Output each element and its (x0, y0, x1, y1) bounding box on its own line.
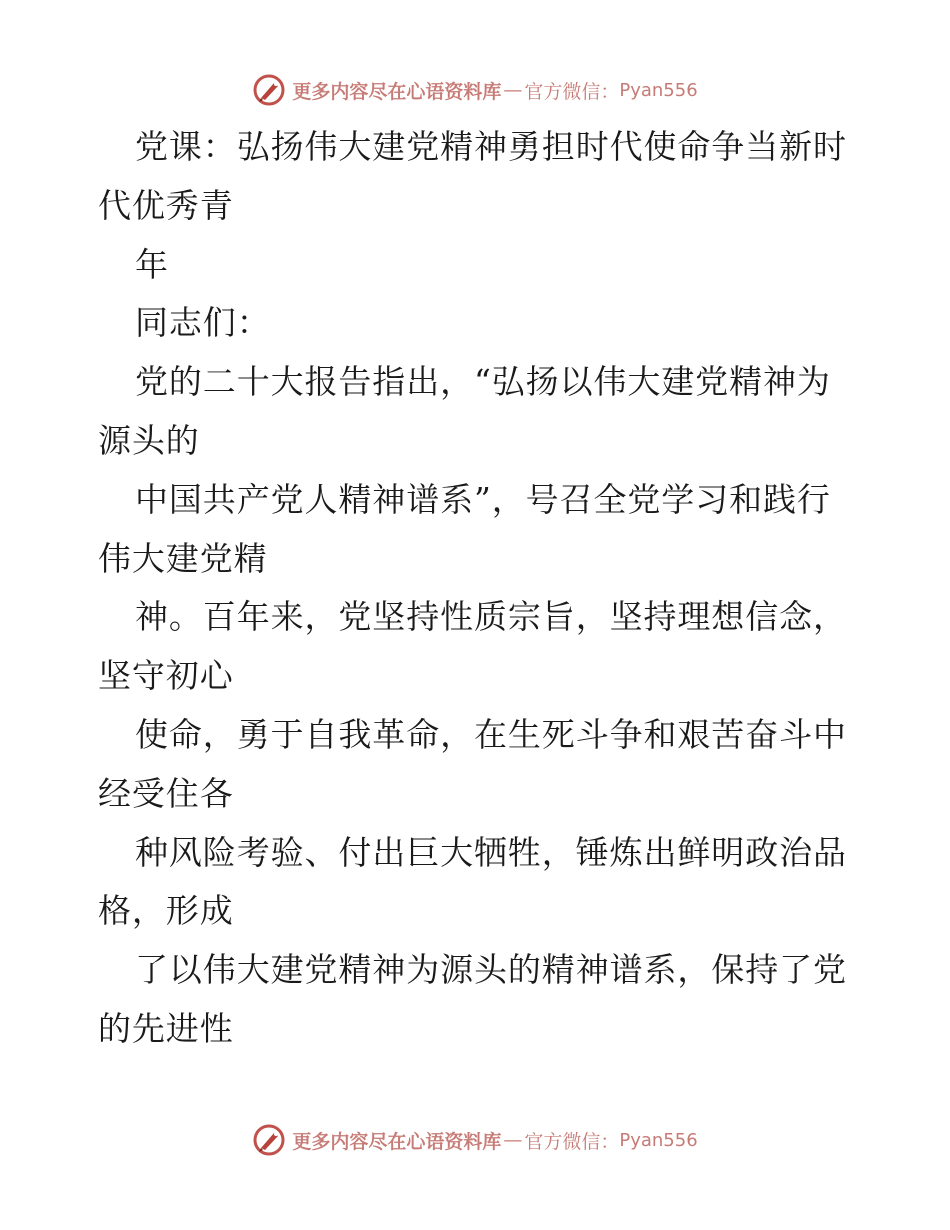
watermark-wechat-id: Pyan556 (619, 79, 698, 101)
pen-logo-icon (252, 73, 286, 107)
text-line: 了以伟大建党精神为源头的精神谱系，保持了党 (135, 950, 847, 990)
watermark-label: 官方微信： (524, 80, 620, 103)
watermark-wechat-id: Pyan556 (619, 1129, 698, 1151)
watermark-brand: 更多内容尽在心语资料库 (292, 80, 502, 103)
watermark-dash: — (503, 1129, 523, 1151)
text-line: 党的二十大报告指出，“弘扬以伟大建党精神为 (135, 362, 831, 402)
text-line: 坚守初心 (98, 656, 234, 696)
text-line: 经受住各 (98, 773, 234, 813)
text-line: 年 (135, 244, 169, 284)
text-line: 源头的 (98, 420, 200, 460)
watermark-label: 官方微信： (524, 1130, 620, 1153)
text-line: 代优秀青 (98, 185, 234, 225)
text-line: 中国共产党人精神谱系”，号召全党学习和践行 (135, 479, 831, 519)
text-line: 的先进性 (98, 1008, 234, 1048)
header-watermark (0, 70, 950, 110)
text-line: 党课：弘扬伟大建党精神勇担时代使命争当新时 (135, 127, 847, 166)
text-line: 神。百年来，党坚持性质宗旨，坚持理想信念， (135, 597, 847, 637)
footer-watermark (0, 1120, 950, 1160)
document-body (98, 118, 858, 1059)
text-line: 使命，勇于自我革命，在生死斗争和艰苦奋斗中 (135, 714, 847, 754)
watermark-dash: — (503, 79, 523, 101)
text-line: 伟大建党精 (98, 538, 268, 578)
text-line: 种风险考验、付出巨大牺牲，锤炼出鲜明政治品 (135, 832, 847, 872)
text-line: 格，形成 (98, 891, 234, 931)
pen-logo-icon (252, 1123, 286, 1157)
text-line: 同志们： (135, 303, 271, 343)
watermark-brand: 更多内容尽在心语资料库 (292, 1130, 502, 1153)
